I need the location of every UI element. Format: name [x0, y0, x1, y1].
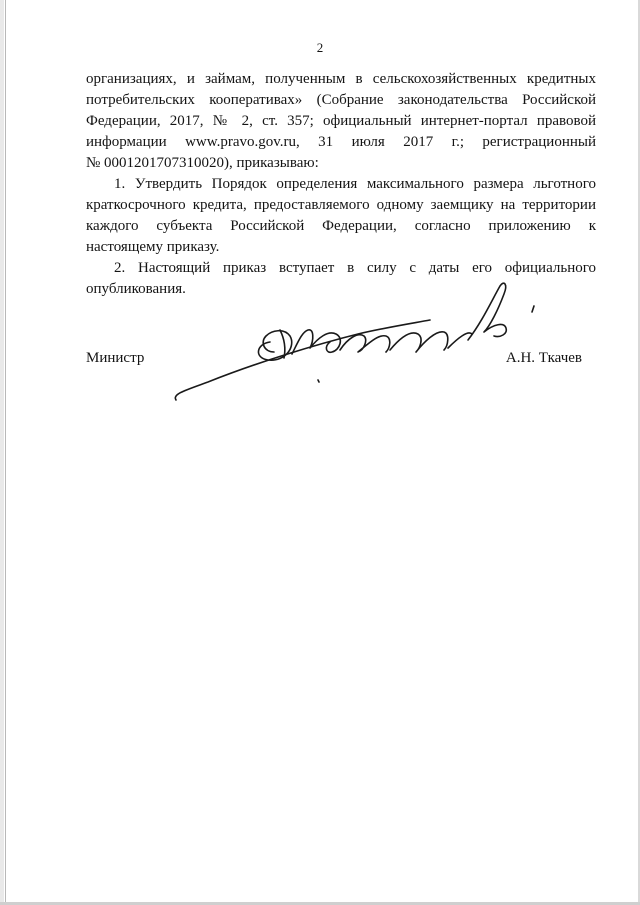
text-line: опубликования.	[86, 281, 186, 297]
paragraph-item-1	[86, 174, 596, 258]
text-line: информации www.pravo.gov.ru, 31 июля 2017 г.; регистрационный	[86, 134, 596, 150]
document-body	[86, 69, 596, 300]
paragraph-preamble-continuation	[86, 69, 596, 174]
handwritten-signature	[168, 272, 548, 412]
signatory-title: Министр	[86, 350, 145, 366]
text-line: 1. Утвердить Порядок определения максимального размера льготного	[114, 176, 596, 192]
text-line: Федерации, 2017, № 2, ст. 357; официальный интернет-портал правовой	[86, 113, 596, 129]
text-line: 2. Настоящий приказ вступает в силу с даты его официального	[114, 260, 596, 276]
text-line: потребительских кооперативах» (Собрание законодательства Российской	[86, 92, 596, 108]
scan-left-line	[5, 0, 6, 905]
page-number: 2	[316, 40, 324, 55]
text-line: настоящему приказу.	[86, 239, 220, 255]
text-line: организациях, и займам, полученным в сельскохозяйственных кредитных	[86, 71, 596, 87]
text-line: краткосрочного кредита, предоставляемого одному заемщику на территории	[86, 197, 596, 213]
text-line: № 0001201707310020), приказываю:	[86, 155, 319, 171]
scan-left-edge	[0, 0, 4, 905]
text-line: каждого субъекта Российской Федерации, согласно приложению к	[86, 218, 596, 234]
signatory-name: А.Н. Ткачев	[505, 350, 582, 366]
